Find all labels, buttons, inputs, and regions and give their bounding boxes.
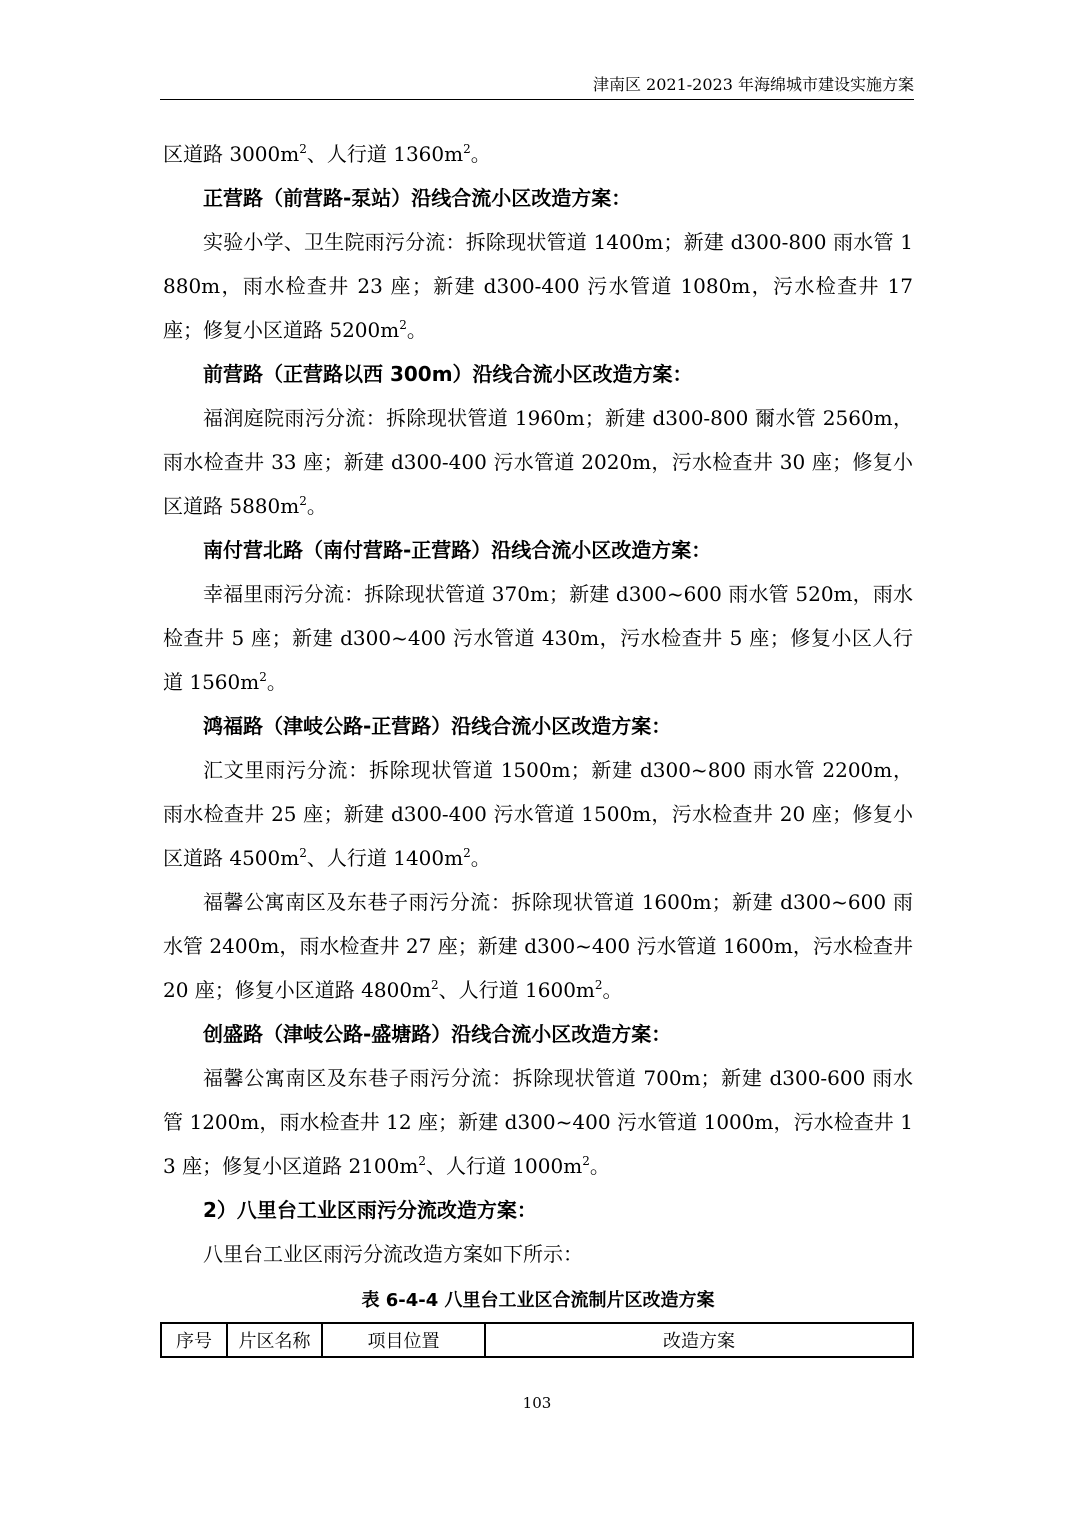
paragraph: 实验小学、卫生院雨污分流：拆除现状管道 1400m；新建 d300-800 雨水管 1880m，雨水检查井 23 座；新建 d300-400 污水管道 1080m，污水检查井 17 座；修复小区道路 $5200m^2$。 [163,230,913,342]
paragraph: 区道路 $3000m^2$、人行道 $1360m^2$。 [163,142,491,166]
table-header-cell: 项目位置 [322,1323,485,1357]
section-heading: 2）八里台工业区雨污分流改造方案： [203,1198,537,1222]
section-heading: 南付营北路（南付营路-正营路）沿线合流小区改造方案： [203,538,712,562]
header-divider [160,99,914,100]
table-caption: 表 6-4-4 八里台工业区合流制片区改造方案 [361,1290,715,1311]
paragraph: 福润庭院雨污分流：拆除现状管道 1960m；新建 d300-800 爾水管 2560m，雨水检查井 33 座；新建 d300-400 污水管道 2020m，污水检查井 30 座；修复小区道路 $5880m^2$。 [163,406,913,518]
paragraph: 汇文里雨污分流：拆除现状管道 1500m；新建 d300~800 雨水管 2200m，雨水检查井 25 座；新建 d300-400 污水管道 1500m，污水检查井 20 座；修复小区道路 $4500m^2$、人行道 $1400m^2$。 [163,758,913,870]
section-heading: 鸿福路（津岐公路-正营路）沿线合流小区改造方案： [203,714,672,738]
table-header-cell: 片区名称 [227,1323,322,1357]
running-header: 津南区 2021-2023 年海绵城市建设实施方案 [592,75,914,94]
table-header-cell: 序号 [161,1323,227,1357]
table-header-cell: 改造方案 [485,1323,913,1357]
section-heading: 正营路（前营路-泵站）沿线合流小区改造方案： [203,186,632,210]
paragraph: 八里台工业区雨污分流改造方案如下所示： [203,1242,583,1266]
table-header-row [161,1323,913,1357]
renovation-table [160,1322,914,1358]
section-heading: 前营路（正营路以西 300m）沿线合流小区改造方案： [203,362,693,386]
paragraph: 幸福里雨污分流：拆除现状管道 370m；新建 d300~600 雨水管 520m，雨水检查井 5 座；新建 d300~400 污水管道 430m，污水检查井 5 座；修复小区人行道 $1560m^2$。 [163,582,913,694]
section-heading: 创盛路（津岐公路-盛塘路）沿线合流小区改造方案： [203,1022,672,1046]
paragraph: 福馨公寓南区及东巷子雨污分流：拆除现状管道 1600m；新建 d300~600 雨水管 2400m，雨水检查井 27 座；新建 d300~400 污水管道 1600m，污水检查井 20 座；修复小区道路 $4800m^2$、人行道 $1600m^2$。 [163,890,913,1002]
document-body [163,132,913,1324]
page-number: 103 [522,1394,552,1412]
paragraph: 福馨公寓南区及东巷子雨污分流：拆除现状管道 700m；新建 d300-600 雨水管 1200m，雨水检查井 12 座；新建 d300~400 污水管道 1000m，污水检查井 13 座；修复小区道路 $2100m^2$、人行道 $1000m^2$。 [163,1066,913,1178]
